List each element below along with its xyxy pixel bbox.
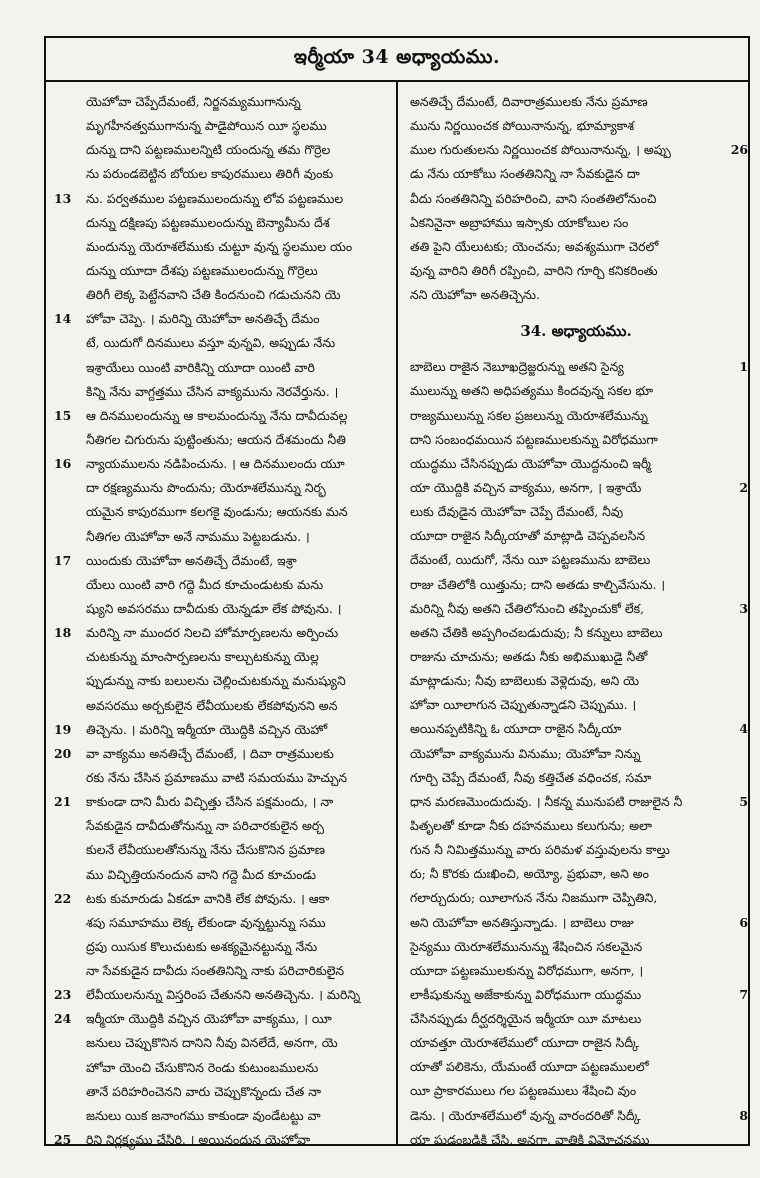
line-text: యుద్ధము చేసినప్పుడు యెహోవా యొద్దనుంచి ఇర్మీ [410,455,651,471]
line-text: సేవకుడైన దావీదుతోనున్ను నా పరిచారకులైన అర్చ [86,818,325,834]
line-text: మరిన్ని నా ముందర నిలచి హోమార్పణలను అర్పించు [86,625,339,641]
line-text: ము విచ్ఛిత్తియనందున వాని గద్దె మీద కూచుండు [86,866,317,882]
line-text: తిరిగీ లెక్క పెట్టేనవాని చేతి కిందనుంచి గడుచునని యె [86,287,341,303]
line-text: తిచ్చెను. । మరిన్ని ఇర్మీయా యొద్దికి వచ్చిన యెహో [86,721,328,737]
text-line [52,331,392,355]
text-line [52,138,392,162]
verse-number: 2 [739,479,748,495]
page-title: ఇర్మీయా 34 అధ్యాయము. [293,45,501,68]
text-line [52,597,392,621]
text-line [52,911,392,935]
line-text: ను. పర్వతముల పట్టణములందున్ను లోవ పట్టణముల [86,190,344,206]
text-line [404,935,748,959]
two-column-body [46,82,748,1148]
line-text: మృగహీనత్వముగానున్న పాడైపోయిన యీ స్థలము [86,118,327,134]
text-line [52,790,392,814]
line-text: అతని చేతికి అప్పగించబడుదువు; నీ కన్నులు బాబెలు [410,624,663,640]
line-text: రాజు చేతిలోకి యిత్తును; దాని అతడు కాల్చివేసును. । [410,576,666,592]
text-line [404,1055,748,1079]
line-text: దా రక్షణ్యమును పొందును; యెరూశలేమున్ను నిర్భ [86,480,326,496]
text-line [52,525,392,549]
line-text: యా ఘడంబడికి చేసి, అనగా, వాతికి విమోచనము [410,1131,650,1147]
verse-number: 14 [54,311,72,327]
line-text: అవసరము అర్చకులైన లేవీయులకు లేకపోవునని అన [86,697,338,713]
text-line [404,1079,748,1103]
verse-number: 15 [54,407,72,423]
verse-number: 6 [739,914,748,930]
text-line [404,1007,748,1031]
verse-number: 25 [54,1132,72,1148]
text-line [52,380,392,404]
text-line [52,235,392,259]
text-line [52,1128,392,1152]
text-line [52,863,392,887]
line-text: జనులు యిక జనాంగము కాకుండా వుండేటట్టు వా [86,1107,321,1123]
text-line [404,187,748,211]
text-line [52,814,392,838]
chapter-heading: 34. అధ్యాయము. [520,322,632,341]
text-line [52,549,392,573]
line-text: యూదా పట్టణములకున్ను విరోధముగా, అనగా, । [410,962,644,978]
line-text: యా యొద్దికి వచ్చిన వాక్యము, అనగా, । ఇశ్రాయే [410,479,642,495]
verse-number: 21 [54,794,72,810]
line-text: న్యాయములను నడిపించును. । ఆ దినములందు యూ [86,456,345,472]
text-line [52,935,392,959]
text-line [52,694,392,718]
text-line [404,983,748,1007]
line-text: చుటకున్ను మాంసార్పణలను కాల్చుటకున్ను యెల్ల [86,649,319,665]
line-text: దాని సంబంధమయిన పట్టణములకున్ను విరోధముగా [410,431,658,447]
text-line [404,259,748,283]
verse-number: 5 [739,793,748,809]
text-line [404,379,748,403]
verse-number: 19 [54,721,72,737]
line-text: పితృలతో కూడా నీకు దహనములు కలుగును; అలా [410,817,652,833]
line-text: ప్పుడున్ను నాకు బలులను చెల్లించుటకున్ను మనుష్యుని [86,673,346,689]
text-line [52,211,392,235]
line-text: లుకు దేవుడైన యెహోవా చెప్పే దేమంటే, నీవు [410,504,624,520]
verse-number: 17 [54,552,72,568]
text-line [404,838,748,862]
line-text: సైన్యము యెరూశలేమునున్ను శేషించిన సకలమైన [410,938,643,954]
text-line [404,645,748,669]
text-line [404,114,748,138]
line-text: నీతిగల యెహోవా అనే నామము పెట్టబడును. । [86,528,310,544]
text-line [52,283,392,307]
text-line [404,404,748,428]
text-line [52,1080,392,1104]
verse-number: 13 [54,190,72,206]
verse-number: 23 [54,987,72,1003]
line-text: టే, యిదుగో దినములు వస్తూ వున్నవి, అప్పుడు నేను [86,335,336,351]
line-text: రకు నేను చేసిన ప్రమాణము వాటి సమయము హెచ్చున [86,769,348,785]
verse-number: 20 [54,745,72,761]
text-line [52,838,392,862]
line-text: ఆ దినములందున్ను ఆ కాలమందున్ను నేను దావీదువల్ల [86,407,348,423]
text-line [52,645,392,669]
text-line [404,766,748,790]
line-text: రాజును చూచును; అతడు నీకు అభిముఖుడై నీతో [410,648,648,664]
text-line [404,162,748,186]
line-text: ష్యుని అవసరము దావీదుకు యెన్నడూ లేక పోవును. । [86,600,342,616]
text-line [52,718,392,742]
right-column-bottom [404,355,748,1152]
text-line [52,307,392,331]
line-text: ధాన మరణమొందుదువు. । నీకన్న మునుపటి రాజులైన నీ [410,793,683,809]
line-text: ములున్ను అతని అధిపత్యము కిందవున్న సకల భూ [410,383,654,399]
line-text: వీదు సంతతినిన్ని పరిహరించి, వాని సంతతిలోనుంచి [410,190,657,206]
text-line [404,573,748,597]
line-text: ఇర్మీయా యొద్దికి వచ్చిన యెహోవా వాక్యము, । యీ [86,1011,332,1027]
text-line [404,500,748,524]
line-text: యేలు యింటి వారి గద్దె మీద కూచుండుటకు మను [86,576,324,592]
text-line [52,1007,392,1031]
text-line [404,742,748,766]
line-text: తానే పరిహరించెనని వారు చెప్పుకొన్నందు చేత నా [86,1083,322,1099]
line-text: లేవీయులనున్ను విస్తరింప చేతునని అనతిచ్చెను. । మరిన్ని [86,987,361,1003]
line-text: లాకీషుకున్ను అజేకాకున్ను విరోధముగా యుద్ధము [410,986,642,1002]
line-text: చేసినప్పుడు దీర్ఘదర్శియైన ఇర్మీయా యీ మాటలు [410,1011,642,1027]
text-line [404,235,748,259]
text-line [404,959,748,983]
text-line [404,548,748,572]
line-text: యెహోవా చెప్పేదేమంటే, నిర్జనమ్యముగానున్న [86,94,301,109]
line-text: అని యెహోవా అనతిస్తున్నాడు. । బాబెలు రాజు [410,914,634,930]
verse-number: 18 [54,625,72,641]
line-text: డు నేను యాకోబు సంతతినిన్ని నా సేవకుడైన దా [410,166,640,182]
text-line [52,742,392,766]
text-line [52,1056,392,1080]
line-text: టకు కుమారుడు ఏకడూ వానికి లేక పోవును. । ఆకా [86,890,330,906]
text-line [52,90,392,114]
text-line [52,500,392,524]
line-text: యీ ప్రాకారములు గల పట్టణములు శేషించి వుం [410,1083,637,1099]
line-text: వా వాక్యము అనతిచ్చే దేమంటే, । దివా రాత్రములకు [86,745,334,761]
line-text: దేమంటే, యిదుగో, నేను యీ పట్టణమును బాబెలు [410,552,651,568]
verse-number: 7 [739,986,748,1002]
text-line [404,524,748,548]
text-line [52,452,392,476]
text-line [404,476,748,500]
line-text: యెహోవా వాక్యమును వినుము; యెహోవా నిన్ను [410,745,641,761]
line-text: యూదా రాజైన సిద్కీయాతో మాట్లాడి చెప్పవలసిన [410,528,646,544]
line-text: అయినప్పటికిన్ని ఓ యూదా రాజైన సిద్కీయా [410,721,622,737]
line-text: యావత్తూ యెరూశలేములో యూదా రాజైన సిద్కీ [410,1035,639,1051]
left-column [52,90,392,1152]
right-column [404,90,748,1152]
line-text: శపు సమూహము లెక్క లేకుండా వున్నట్టున్ను సము [86,914,326,930]
text-line [404,428,748,452]
line-text: ద్రపు యిసుక కొలుచుటకు అశక్యమైనట్టున్ను నేను [86,938,318,954]
text-line [52,983,392,1007]
text-line [404,621,748,645]
text-line [404,211,748,235]
line-text: నీతిగల చిగురును పుట్టింతును; ఆయన దేశమందు నీతి [86,431,346,447]
text-line [52,573,392,597]
line-text: నా సేవకుడైన దావీదు సంతతినిన్ని నాకు పరిచారికులైన [86,963,345,979]
verse-number: 16 [54,456,72,472]
text-line [404,138,748,162]
text-line [52,356,392,380]
text-line [52,162,392,186]
line-text: వున్న వారిని తిరిగీ రప్పించి, వారిని గూర్చి కనికరింతు [410,262,658,278]
line-text: ముల గురుతులను నిర్ణయించక పోయినానున్న, । అప్పు [410,142,671,158]
verse-number: 1 [739,359,748,375]
text-line [52,669,392,693]
text-line [404,814,748,838]
line-text: యమైన కాపురముగా కలగకై వుండును; ఆయనకు మన [86,504,348,520]
text-line [404,862,748,886]
line-text: హోవా యెంచి చేసుకొనిన రెండు కుటుంబములను [86,1059,319,1075]
verse-number: 22 [54,890,72,906]
line-text: కులనే లేవీయులతోనున్ను నేను చేసుకొనిన ప్రమాణ [86,842,325,858]
line-text: ఇశ్రాయేలు యింటి వారికిన్ని యూదా యింటి వారి [86,359,315,375]
line-text: డెను. । యెరూశలేములో వున్న వారందరితో సిద్కీ [410,1107,641,1123]
line-text: బాబెలు రాజైన నెబూఖద్రెజ్జరున్ను అతని సైన్య [410,359,624,375]
line-text: గలార్చుదురు; యీలాగున నేను నిజముగా చెప్పితిని, [410,890,658,906]
text-line [52,259,392,283]
text-line [52,959,392,983]
column-divider [396,82,398,1144]
text-line [52,187,392,211]
text-line [404,669,748,693]
text-line [404,283,748,307]
text-line [404,693,748,717]
line-text: అనతిచ్చే దేమంటే, దివారాత్రములకు నేను ప్రమాణ [410,94,648,109]
line-text: మును నిర్ణయించక పోయినానున్న, భూమ్యాకాశ [410,118,635,134]
line-text: రిని నిర్లక్ష్యము చేసిరి. । అయినందున యెహోవా [86,1132,311,1148]
verse-number: 4 [739,721,748,737]
line-text: ఏకనినైనా అబ్రాహాము ఇస్సాకు యాకోబుల సం [410,214,629,230]
scripture-page [44,36,750,1146]
text-line [404,1031,748,1055]
line-text: కాకుండా దాని మీరు విచ్ఛిత్తు చేసిన పక్షమందు, । నా [86,794,334,810]
text-line [52,114,392,138]
text-line [52,476,392,500]
text-line [404,355,748,379]
text-line [404,790,748,814]
text-line [52,404,392,428]
text-line [404,597,748,621]
verse-number: 3 [739,600,748,616]
line-text: కిన్ని నేను వాగ్దత్తము చేసిన వాక్యమును నెరవేర్తును. । [86,383,339,399]
line-text: నని యెహోవా అనతిచ్చెను. [410,287,540,303]
text-line [52,1104,392,1128]
line-text: హోవా చెప్పె. । మరిన్ని యెహోవా అనతిచ్చే దేమం [86,311,320,327]
verse-number: 26 [730,142,748,158]
text-line [404,911,748,935]
text-line [404,90,748,114]
line-text: తతి పైని యేలుటకు; యెంచను; అవశ్యముగా చెరలో [410,238,659,254]
line-text: దున్ను దక్షిణపు పట్టణములందున్ను బెన్యామీను దేశ [86,214,330,230]
line-text: ను పరుండబెట్టిన బోయల కాపురములు తిరిగీ వుంకు [86,166,334,182]
line-text: యాతో పలికెను, యేమంటే యూదా పట్టణములలో [410,1059,649,1075]
page-header [46,38,748,82]
text-line [52,766,392,790]
right-column-top [404,90,748,307]
text-line [52,887,392,911]
text-line [52,1031,392,1055]
text-line [52,428,392,452]
text-line [404,1128,748,1152]
line-text: గూర్చి చెప్పే దేమంటే, నీవు కత్తిచేత వధించక, సమా [410,769,652,785]
text-line [404,886,748,910]
line-text: హోవా యీలాగున చెప్పుతున్నాడని చెప్పుము. । [410,697,637,713]
text-line [52,621,392,645]
line-text: దున్ను యూదా దేశపు పట్టణములందున్ను గొర్రెలు [86,262,318,278]
line-text: మాట్లాడును; నీవు బాబెలుకు వెళ్లెదువు, అని యె [410,673,640,689]
verse-number: 8 [739,1107,748,1123]
line-text: యిందుకు యెహోవా అనతిచ్చే దేమంటే, ఇశ్రా [86,552,297,568]
text-line [404,452,748,476]
text-line [404,1104,748,1128]
line-text: మందున్ను యెరూశలేముకు చుట్టూ వున్న స్థలముల యం [86,238,353,254]
line-text: రాజ్యములున్ను సకల ప్రజలున్ను యెరూశలేమున్ను [410,407,648,423]
line-text: జనులు చెప్పుకొనిన దానిని నీవు వినలేదే, అనగా, యె [86,1035,338,1051]
verse-number: 24 [54,1011,72,1027]
line-text: గున నీ నిమిత్తమున్ను వారు పరిమళ వస్తువులను కాల్తు [410,842,670,858]
line-text: రు; నీ కొరకు దుఃఖించి, అయ్యో, ప్రభువా, అని అం [410,866,649,882]
line-text: మరిన్ని నీవు అతని చేతిలోనుంచి తప్పించుకో లేక, [410,600,645,616]
text-line [404,717,748,741]
line-text: దున్ను దాని పట్టణములన్నిటి యందున్న తమ గొర్రెల [86,142,331,158]
